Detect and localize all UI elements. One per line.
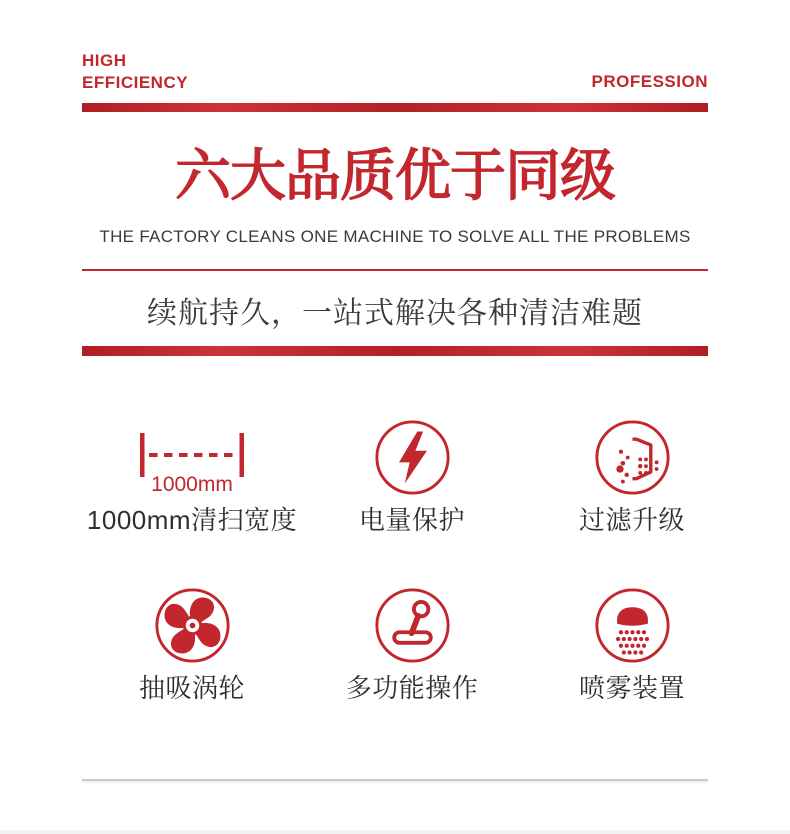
tagline-bottom-bar <box>82 346 708 356</box>
header-divider-bar <box>82 103 708 112</box>
lightning-icon <box>374 419 451 496</box>
header-left-line2: EFFICIENCY <box>82 72 189 92</box>
header-left-line1: HIGH <box>82 51 127 70</box>
measure-value-text: 1000mm <box>151 473 233 496</box>
feature-grid <box>82 402 742 738</box>
tagline-top-line <box>82 269 708 271</box>
header-left-text <box>82 50 188 94</box>
measure-width-icon <box>140 419 244 496</box>
filter-icon <box>594 419 671 496</box>
spray-icon <box>594 587 671 664</box>
feature-item-spray-device <box>522 570 742 738</box>
feature-label: 多功能操作 <box>345 673 479 703</box>
page-subtitle: THE FACTORY CLEANS ONE MACHINE TO SOLVE ALL THE PROBLEMS <box>99 227 691 246</box>
feature-item-suction-turbine <box>82 570 302 738</box>
feature-item-multifunction <box>302 570 522 738</box>
feature-item-filter-upgrade <box>522 402 742 570</box>
header-right-text: PROFESSION <box>591 72 708 91</box>
feature-label: 过滤升级 <box>578 505 685 535</box>
feature-label: 抽吸涡轮 <box>138 673 245 703</box>
page-bottom-edge <box>0 830 790 834</box>
fan-icon <box>154 587 231 664</box>
tagline-text: 续航持久，一站式解决各种清洁难题 <box>147 297 643 330</box>
page-title: 六大品质优于同级 <box>175 144 615 207</box>
footer-divider-line <box>82 779 708 781</box>
feature-label: 1000mm清扫宽度 <box>86 505 298 535</box>
feature-label: 喷雾装置 <box>578 673 685 703</box>
feature-label: 电量保护 <box>358 505 465 535</box>
feature-item-sweep-width <box>82 402 302 570</box>
joystick-icon <box>374 587 451 664</box>
feature-item-battery-protection <box>302 402 522 570</box>
